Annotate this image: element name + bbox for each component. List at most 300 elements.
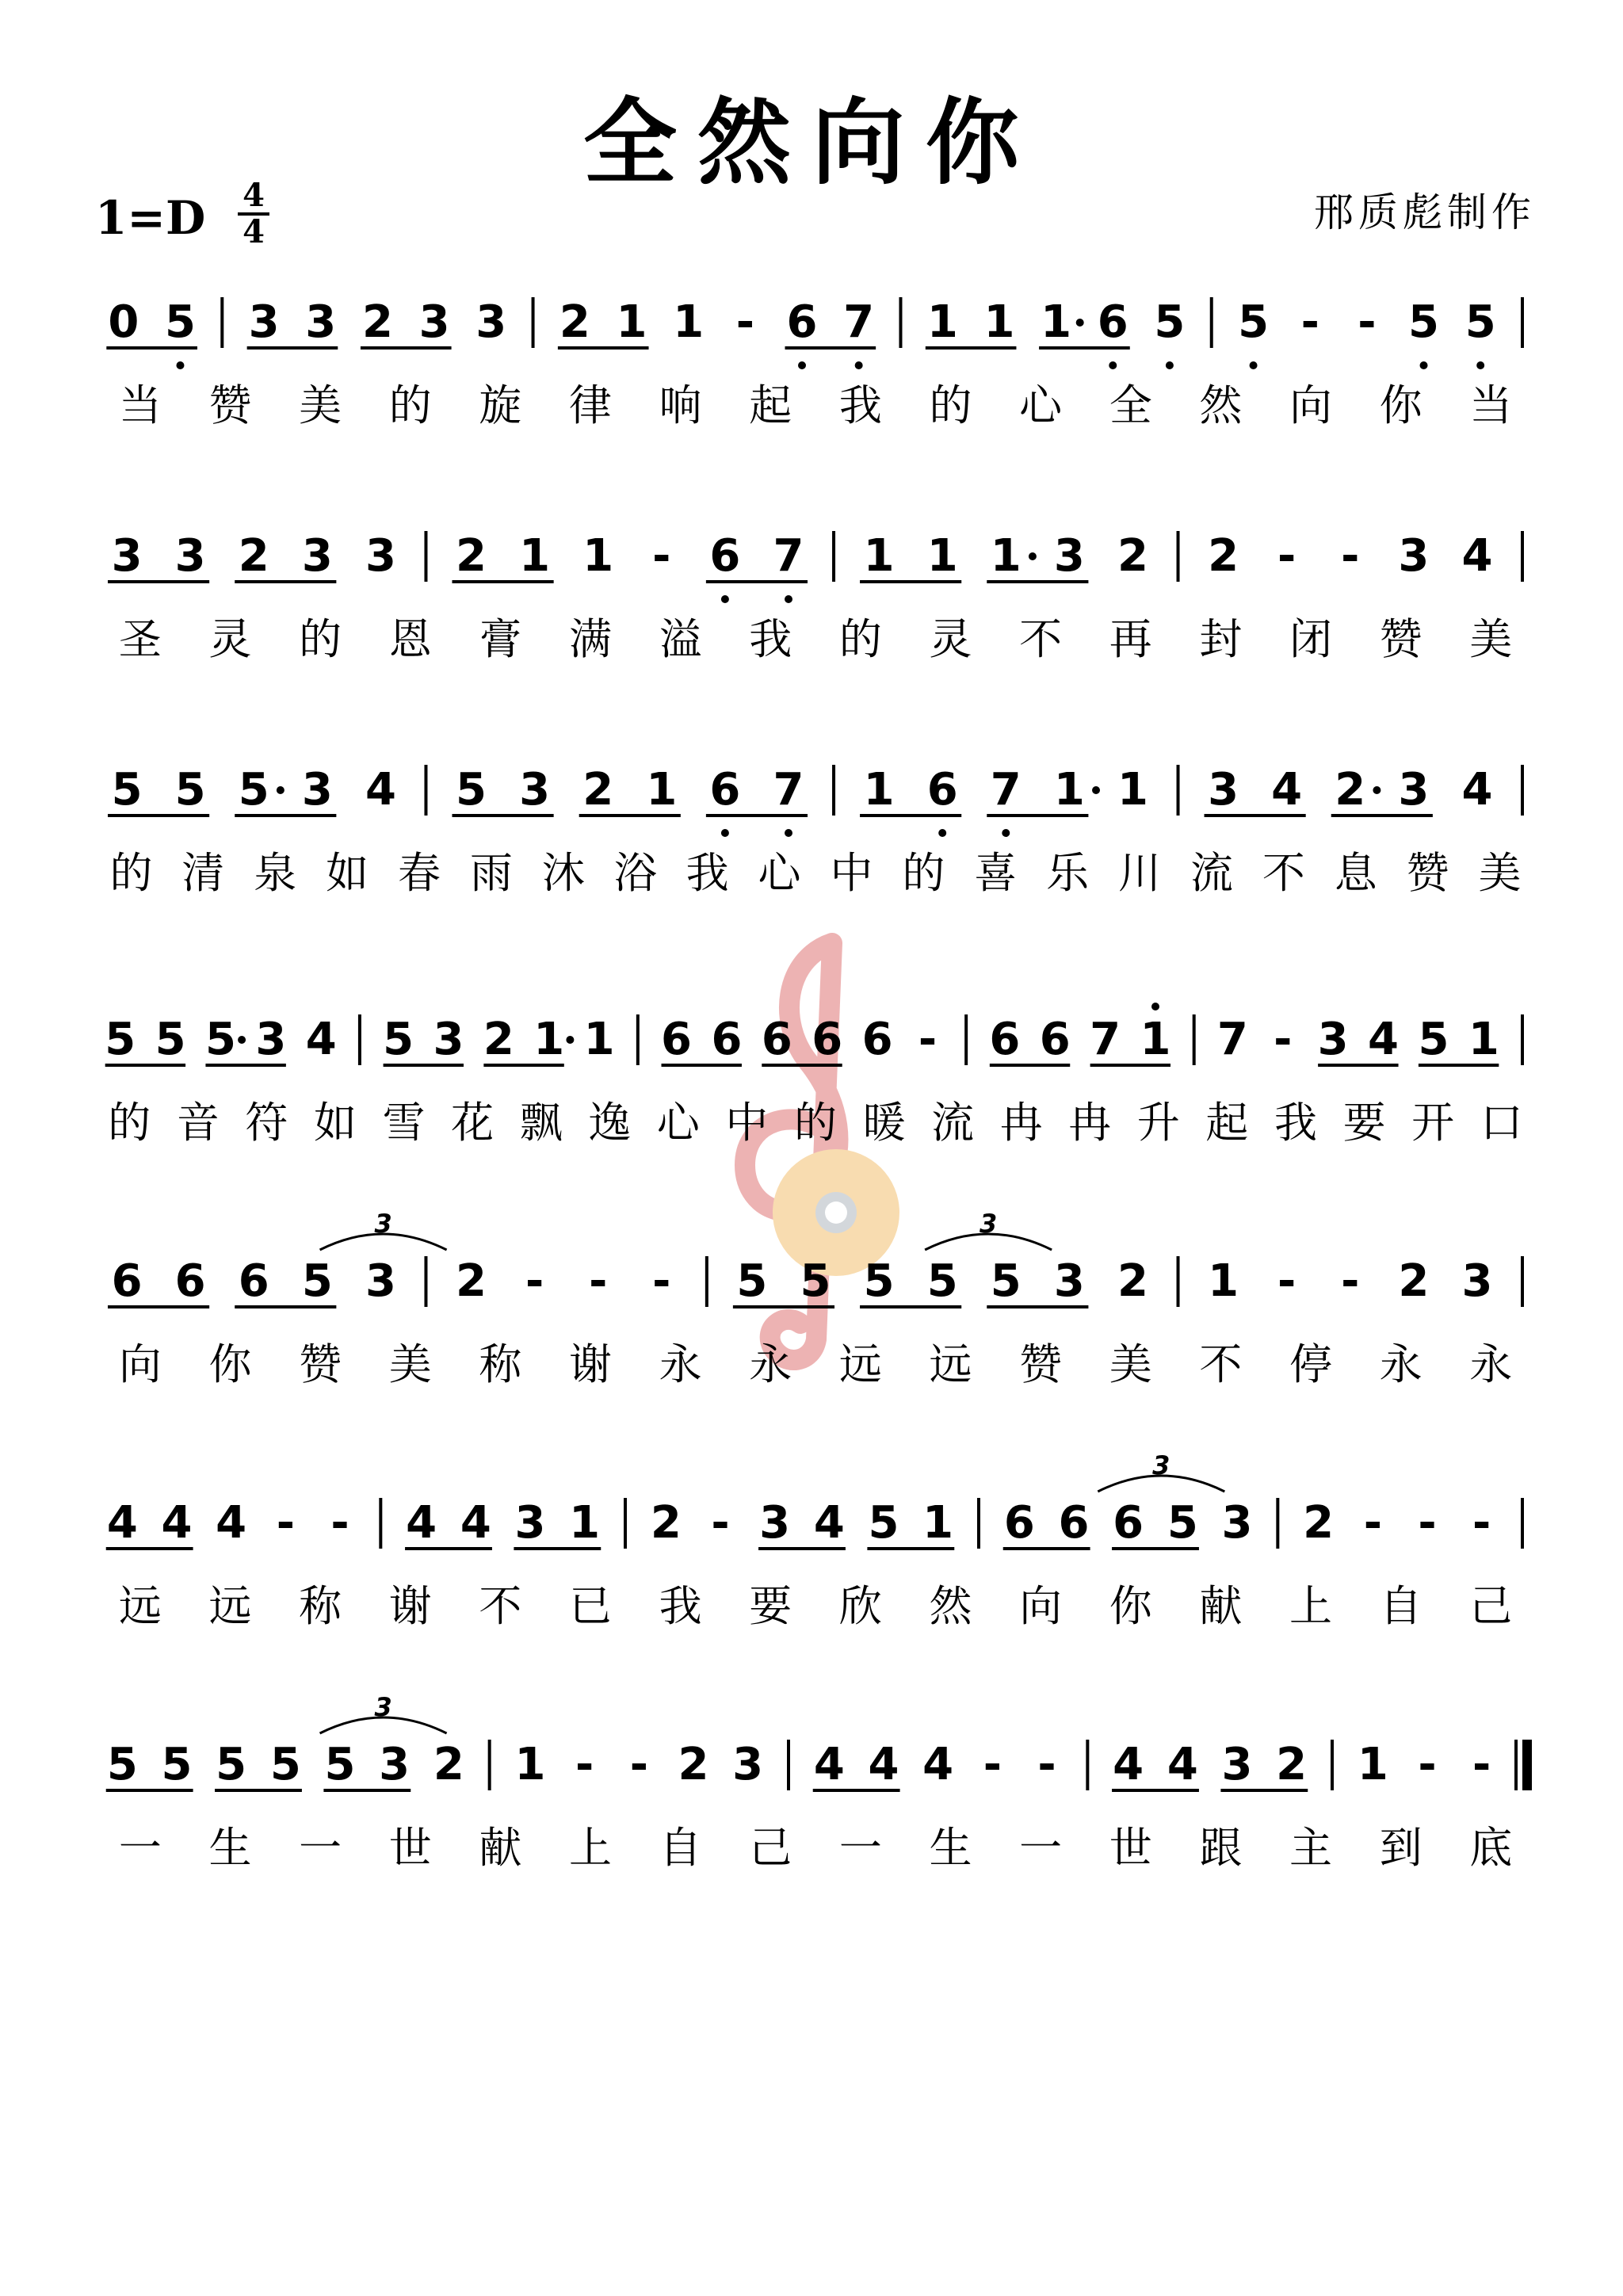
note: 3: [1208, 764, 1239, 816]
augmentation-dot: [1029, 552, 1037, 560]
note: 5: [1418, 1014, 1449, 1065]
lower-octave-dot: [1109, 361, 1117, 369]
note: 2: [1335, 764, 1366, 816]
lyric-char: 起: [1205, 1098, 1249, 1148]
lyric-char: 息: [1334, 848, 1377, 898]
note: -: [1037, 1739, 1056, 1790]
lyric-char: 冉: [1068, 1098, 1112, 1148]
lower-octave-dot: [1420, 361, 1428, 369]
note: 4: [406, 1497, 437, 1549]
note: 5: [1465, 296, 1496, 348]
note: 2: [361, 296, 393, 348]
lyric-char: 称: [479, 1339, 522, 1389]
note: -: [1472, 1497, 1491, 1549]
lyric-char: 心: [1019, 380, 1063, 430]
lyric-char: 的: [902, 848, 945, 898]
lyric-char: 己: [1469, 1581, 1513, 1631]
note: -: [735, 296, 754, 348]
note: 1: [1041, 296, 1072, 348]
lyric-char: 向: [1289, 380, 1332, 430]
note: 4: [1167, 1739, 1198, 1790]
lyric-char: 你: [1379, 380, 1423, 430]
lyric-char: 然: [1199, 380, 1243, 430]
lyric-char: 升: [1136, 1098, 1180, 1148]
note: 2: [678, 1739, 709, 1790]
note: 4: [868, 1739, 899, 1790]
lyric-char: 的: [388, 380, 432, 430]
lyric-char: 旋: [479, 380, 522, 430]
lyric-char: 心: [758, 848, 801, 898]
lyric-char: 已: [568, 1581, 612, 1631]
note: 5: [324, 1739, 356, 1790]
note: 4: [813, 1497, 845, 1549]
lyric-char: 然: [929, 1581, 972, 1631]
note: -: [711, 1497, 730, 1549]
note: 2: [559, 296, 590, 348]
augmentation-dot: [277, 786, 285, 794]
lyric-char: 赞: [299, 1339, 342, 1389]
lyric-char: 的: [838, 614, 882, 664]
lyric-char: 响: [659, 380, 702, 430]
augmentation-dot: [566, 1036, 574, 1044]
note: 4: [1113, 1739, 1144, 1790]
lyric-char: 赞: [208, 380, 252, 430]
note: 5: [106, 1739, 138, 1790]
lyric-char: 我: [659, 1581, 702, 1631]
lyric-char: 跟: [1199, 1823, 1243, 1873]
lyric-char: 你: [1109, 1581, 1152, 1631]
note: -: [652, 1255, 671, 1307]
note: 2: [238, 530, 269, 582]
lyric-char: 沐: [541, 848, 585, 898]
note: -: [918, 1014, 938, 1065]
lyric-char: 赞: [1406, 848, 1449, 898]
lyric-char: 如: [314, 1098, 357, 1148]
note: 6: [711, 1014, 743, 1065]
lower-octave-dot: [1476, 361, 1484, 369]
note: 0: [108, 296, 139, 348]
note: 4: [813, 1739, 845, 1790]
note: 3: [255, 1014, 287, 1065]
note: 4: [305, 1014, 337, 1065]
note: 6: [786, 296, 818, 348]
lyric-char: 当: [118, 380, 162, 430]
note: -: [1277, 1255, 1296, 1307]
lyric-char: 流: [1190, 848, 1233, 898]
note: 4: [365, 764, 396, 816]
note: 3: [418, 296, 450, 348]
lyric-char: 灵: [929, 614, 972, 664]
augmentation-dot: [1092, 786, 1100, 794]
lower-octave-dot: [798, 361, 806, 369]
lyric-char: 不: [1262, 848, 1305, 898]
lyric-char: 一: [1019, 1823, 1063, 1873]
note: 7: [843, 296, 875, 348]
lyric-char: 冉: [999, 1098, 1043, 1148]
lyric-char: 生: [929, 1823, 972, 1873]
lyric-char: 生: [208, 1823, 252, 1873]
note: 4: [1461, 530, 1493, 582]
note: 6: [926, 764, 958, 816]
lyric-char: 谢: [568, 1339, 612, 1389]
note: 5: [456, 764, 487, 816]
note: 1: [533, 1014, 565, 1065]
lyric-char: 的: [109, 848, 153, 898]
note: 4: [1368, 1014, 1400, 1065]
note: 3: [519, 764, 551, 816]
note: 6: [111, 1255, 143, 1307]
note: 4: [922, 1739, 954, 1790]
note: 4: [1461, 764, 1493, 816]
lyric-char: 底: [1469, 1823, 1513, 1873]
note: 1: [1053, 764, 1085, 816]
note: 1: [583, 1014, 615, 1065]
key-signature: 1=D: [95, 191, 206, 245]
note: 5: [863, 1255, 895, 1307]
upper-octave-dot: [1151, 1003, 1159, 1010]
triplet-label: 3: [374, 1209, 392, 1239]
note: -: [589, 1255, 608, 1307]
lyric-char: 美: [1109, 1339, 1152, 1389]
note: 3: [1053, 1255, 1085, 1307]
note: 5: [990, 1255, 1022, 1307]
lyric-char: 雪: [382, 1098, 426, 1148]
note: 1: [983, 296, 1015, 348]
lyric-char: 乐: [1046, 848, 1090, 898]
note: 3: [379, 1739, 411, 1790]
lyric-char: 欣: [838, 1581, 882, 1631]
note: 5: [238, 764, 269, 816]
lyric-char: 上: [568, 1823, 612, 1873]
note: 6: [1097, 296, 1128, 348]
lower-octave-dot: [938, 829, 946, 837]
lyric-char: 的: [299, 614, 342, 664]
note: -: [652, 530, 671, 582]
note: 1: [863, 764, 895, 816]
lyric-char: 雨: [469, 848, 513, 898]
note: 2: [456, 530, 487, 582]
note: 3: [305, 296, 337, 348]
note: 3: [248, 296, 280, 348]
lyric-char: 喜: [974, 848, 1018, 898]
note: 5: [216, 1739, 247, 1790]
note: -: [1363, 1497, 1382, 1549]
note: 6: [861, 1014, 893, 1065]
note: 2: [456, 1255, 487, 1307]
time-signature-numerator: 4: [242, 177, 265, 214]
lyric-char: 当: [1469, 380, 1513, 430]
lyric-char: 如: [326, 848, 369, 898]
note: 5: [105, 1014, 136, 1065]
lyric-char: 泉: [254, 848, 297, 898]
note: 1: [646, 764, 678, 816]
note: 1: [990, 530, 1022, 582]
lyric-char: 灵: [208, 614, 252, 664]
note: 6: [709, 530, 741, 582]
lyric-char: 圣: [118, 614, 162, 664]
lyric-char: 美: [388, 1339, 432, 1389]
note: 5: [204, 1014, 236, 1065]
note: 2: [1276, 1739, 1308, 1790]
note: 1: [1117, 764, 1148, 816]
note: 3: [1398, 764, 1430, 816]
note: 3: [1398, 530, 1430, 582]
note: 1: [863, 530, 895, 582]
note: 3: [174, 530, 206, 582]
lyric-char: 你: [208, 1339, 252, 1389]
lyric-char: 不: [1019, 614, 1063, 664]
note: -: [629, 1739, 648, 1790]
note: 5: [111, 764, 143, 816]
lyric-char: 溢: [659, 614, 702, 664]
triplet-label: 3: [374, 1692, 392, 1722]
note: -: [525, 1255, 544, 1307]
lyric-char: 恩: [388, 614, 432, 664]
lyric-char: 的: [108, 1098, 151, 1148]
lyric-char: 律: [568, 380, 612, 430]
note: 5: [383, 1014, 414, 1065]
note: 3: [365, 530, 396, 582]
note: 7: [1090, 1014, 1121, 1065]
note: 3: [514, 1497, 546, 1549]
lyric-char: 闭: [1289, 614, 1332, 664]
note: -: [983, 1739, 1002, 1790]
note: 4: [216, 1497, 247, 1549]
note: 5: [164, 296, 196, 348]
lyric-char: 满: [568, 614, 612, 664]
note: 2: [1117, 530, 1148, 582]
lyric-char: 己: [749, 1823, 792, 1873]
lyric-char: 献: [1199, 1581, 1243, 1631]
lyric-char: 音: [176, 1098, 220, 1148]
augmentation-dot: [238, 1036, 246, 1044]
note: 1: [616, 296, 647, 348]
note: 1: [673, 296, 705, 348]
lyric-char: 向: [1019, 1581, 1063, 1631]
note: 7: [1216, 1014, 1248, 1065]
lyric-char: 我: [1274, 1098, 1317, 1148]
note: 6: [709, 764, 741, 816]
note: 3: [732, 1739, 764, 1790]
lyric-char: 的: [929, 380, 972, 430]
note: 5: [155, 1014, 186, 1065]
note: 1: [569, 1497, 601, 1549]
note: 6: [1039, 1014, 1071, 1065]
lyric-char: 向: [118, 1339, 162, 1389]
note: 6: [761, 1014, 792, 1065]
note: 6: [989, 1014, 1021, 1065]
lyric-char: 永: [1379, 1339, 1423, 1389]
note: 6: [1058, 1497, 1090, 1549]
lyric-char: 一: [838, 1823, 882, 1873]
note: 1: [922, 1497, 954, 1549]
note: 5: [174, 764, 206, 816]
lyric-char: 永: [749, 1339, 792, 1389]
lyric-char: 起: [749, 380, 792, 430]
note: 5: [1408, 296, 1440, 348]
lyric-char: 称: [299, 1581, 342, 1631]
note: -: [1358, 296, 1377, 348]
note: -: [575, 1739, 594, 1790]
lyric-char: 我: [838, 380, 882, 430]
note: -: [1418, 1739, 1437, 1790]
lyric-char: 要: [1342, 1098, 1386, 1148]
lyric-char: 谢: [388, 1581, 432, 1631]
note: -: [1472, 1739, 1491, 1790]
lower-octave-dot: [785, 829, 792, 837]
lyric-char: 的: [794, 1098, 837, 1148]
lower-octave-dot: [855, 361, 863, 369]
lyric-char: 中: [830, 848, 873, 898]
lyric-char: 清: [181, 848, 225, 898]
note: 3: [1221, 1739, 1253, 1790]
lyric-char: 心: [656, 1098, 700, 1148]
lyric-char: 世: [1109, 1823, 1152, 1873]
lyric-char: 飘: [519, 1098, 563, 1148]
note: 5: [926, 1255, 958, 1307]
lyric-char: 花: [451, 1098, 495, 1148]
lower-octave-dot: [1250, 361, 1258, 369]
lower-octave-dot: [785, 595, 792, 603]
note: -: [1341, 1255, 1360, 1307]
lyric-char: 一: [118, 1823, 162, 1873]
note: 1: [1468, 1014, 1499, 1065]
note: 6: [174, 1255, 206, 1307]
note: -: [1274, 1014, 1293, 1065]
note: 3: [1461, 1255, 1493, 1307]
note: 3: [301, 530, 333, 582]
lyric-char: 中: [725, 1098, 769, 1148]
note: 6: [1003, 1497, 1035, 1549]
lower-octave-dot: [176, 361, 184, 369]
lyric-char: 暖: [862, 1098, 906, 1148]
lyric-char: 要: [749, 1581, 792, 1631]
note: 5: [800, 1255, 831, 1307]
lower-octave-dot: [1002, 829, 1010, 837]
augmentation-dot: [1076, 319, 1084, 327]
lyric-char: 口: [1480, 1098, 1523, 1148]
note: 6: [238, 1255, 269, 1307]
note: 3: [433, 1014, 464, 1065]
lyric-char: 全: [1109, 380, 1152, 430]
note: 3: [475, 296, 507, 348]
note: 5: [1154, 296, 1186, 348]
note: 5: [161, 1739, 193, 1790]
note: 1: [1357, 1739, 1388, 1790]
lyric-char: 到: [1379, 1823, 1423, 1873]
note: 2: [650, 1497, 682, 1549]
note: 4: [161, 1497, 193, 1549]
note: 3: [365, 1255, 396, 1307]
lower-octave-dot: [721, 829, 729, 837]
lyric-char: 开: [1411, 1098, 1455, 1148]
lyric-char: 不: [1199, 1339, 1243, 1389]
lyric-char: 美: [1478, 848, 1522, 898]
note: 1: [926, 530, 958, 582]
lower-octave-dot: [721, 595, 729, 603]
note: 1: [1140, 1014, 1171, 1065]
note: 2: [582, 764, 614, 816]
time-signature-denominator: 4: [238, 212, 269, 249]
lyric-char: 自: [1379, 1581, 1423, 1631]
augmentation-dot: [1373, 786, 1381, 794]
note: 5: [868, 1497, 899, 1549]
note: 7: [990, 764, 1022, 816]
note: -: [330, 1497, 349, 1549]
note: 3: [1317, 1014, 1349, 1065]
note: 6: [1113, 1497, 1144, 1549]
lyric-char: 我: [685, 848, 729, 898]
lyric-char: 再: [1109, 614, 1152, 664]
note: 3: [759, 1497, 791, 1549]
lyric-char: 不: [479, 1581, 522, 1631]
note: 5: [736, 1255, 768, 1307]
lyric-char: 逸: [588, 1098, 632, 1148]
lyric-char: 停: [1289, 1339, 1332, 1389]
lyric-char: 春: [398, 848, 441, 898]
note: 1: [582, 530, 614, 582]
note: 3: [1053, 530, 1085, 582]
lyric-char: 符: [245, 1098, 288, 1148]
lyric-char: 封: [1199, 614, 1243, 664]
note: 1: [1208, 1255, 1239, 1307]
lyric-char: 上: [1289, 1581, 1332, 1631]
note: 4: [460, 1497, 491, 1549]
note: 6: [812, 1014, 843, 1065]
note: -: [276, 1497, 295, 1549]
note: 7: [773, 764, 804, 816]
lower-octave-dot: [1166, 361, 1174, 369]
lyric-char: 主: [1289, 1823, 1332, 1873]
lyric-char: 永: [659, 1339, 702, 1389]
note: 2: [483, 1014, 514, 1065]
lyric-char: 远: [929, 1339, 972, 1389]
note: 3: [111, 530, 143, 582]
note: 6: [661, 1014, 693, 1065]
note: 4: [1271, 764, 1303, 816]
note: 2: [1398, 1255, 1430, 1307]
lyric-char: 流: [931, 1098, 975, 1148]
note: -: [1341, 530, 1360, 582]
lyric-char: 献: [479, 1823, 522, 1873]
lyric-char: 美: [1469, 614, 1513, 664]
note: 4: [106, 1497, 138, 1549]
note: 1: [519, 530, 551, 582]
note: 5: [1167, 1497, 1198, 1549]
author-credit: 邢质彪制作: [1314, 189, 1536, 235]
song-title: 全然向你: [582, 88, 1040, 197]
lyric-char: 自: [659, 1823, 702, 1873]
triplet-label: 3: [980, 1209, 998, 1239]
lyric-char: 膏: [479, 614, 522, 664]
note: 2: [1303, 1497, 1335, 1549]
lyric-char: 远: [118, 1581, 162, 1631]
lyric-char: 川: [1118, 848, 1162, 898]
note: 1: [514, 1739, 546, 1790]
note: 3: [301, 764, 333, 816]
note: 5: [269, 1739, 301, 1790]
lyric-char: 赞: [1019, 1339, 1063, 1389]
note: -: [1277, 530, 1296, 582]
lyric-char: 远: [208, 1581, 252, 1631]
note: 2: [1117, 1255, 1148, 1307]
note: 5: [301, 1255, 333, 1307]
note: 7: [773, 530, 804, 582]
lyric-char: 远: [838, 1339, 882, 1389]
note: 3: [1221, 1497, 1253, 1549]
note: 5: [1238, 296, 1270, 348]
note: 2: [1208, 530, 1239, 582]
